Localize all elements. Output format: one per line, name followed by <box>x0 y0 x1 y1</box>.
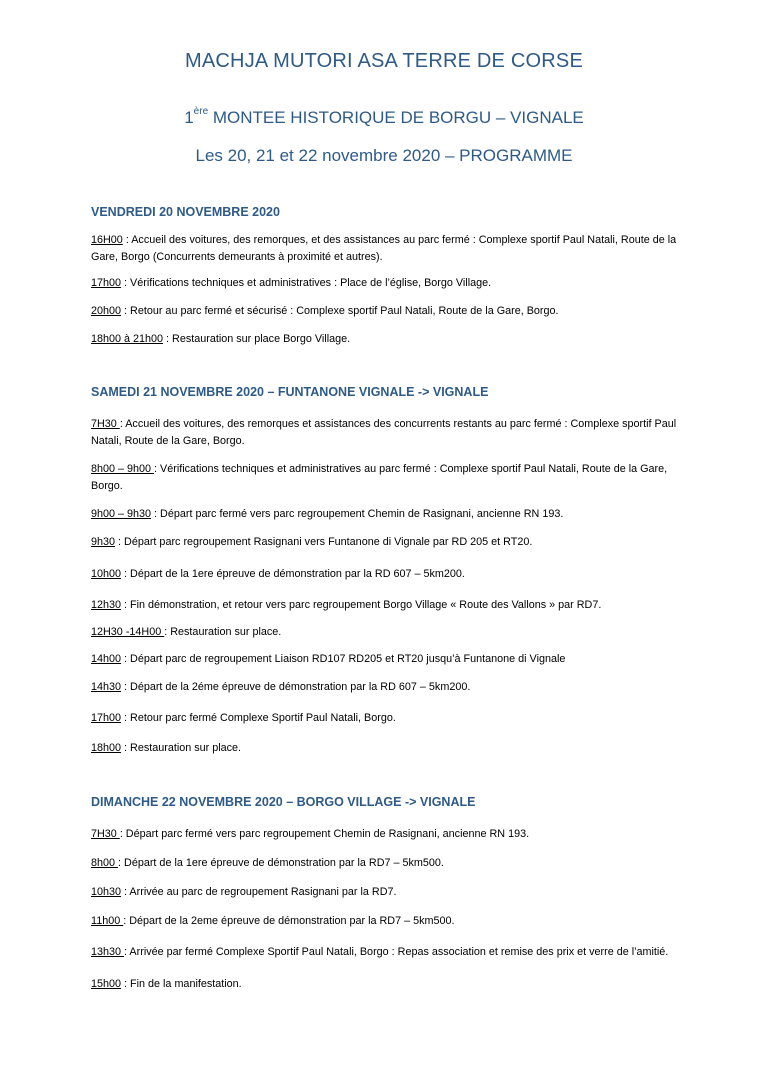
entry-time: 18h00 à 21h00 <box>91 333 164 345</box>
entry-text: : Accueil des voitures, des remorques et assistances des concurrents restants au parc fermé : Complexe sportif Paul Natali, Route de la Gare, Borgo. <box>91 418 677 447</box>
entry-time: 12H30 -14H00 <box>91 626 165 638</box>
schedule-entry <box>91 566 691 583</box>
entry-time: 17h00 <box>91 712 122 724</box>
schedule-entry <box>91 416 691 450</box>
schedule-entry <box>91 855 691 872</box>
schedule-entry <box>91 506 691 523</box>
section-heading-friday: VENDREDI 20 NOVEMBRE 2020 <box>91 205 280 219</box>
entry-time: 9h00 – 9h30 <box>91 508 152 520</box>
entry-text: : Départ de la 2éme épreuve de démonstration par la RD 607 – 5km200. <box>121 681 471 693</box>
schedule-entry <box>91 976 691 993</box>
entry-text: : Retour au parc fermé et sécurisé : Complexe sportif Paul Natali, Route de la Gare, Borgo. <box>121 305 559 317</box>
entry-text: : Fin démonstration, et retour vers parc regroupement Borgo Village « Route des Vallons » par RD7. <box>121 599 602 611</box>
event-dates: Les 20, 21 et 22 novembre 2020 – PROGRAMME <box>195 146 573 165</box>
entry-time: 10h00 <box>91 568 122 580</box>
schedule-entry <box>91 884 691 901</box>
entry-time: 18h00 <box>91 742 122 754</box>
entry-text: : Restauration sur place Borgo Village. <box>163 333 351 345</box>
schedule-entry <box>91 710 691 727</box>
entry-text: : Départ de la 1ere épreuve de démonstration par la RD7 – 5km500. <box>118 857 444 869</box>
entry-time: 12h30 <box>91 599 122 611</box>
entry-text: : Arrivée par fermé Complexe Sportif Paul Natali, Borgo : Repas association et remise des prix et verre de l’amitié. <box>124 946 669 958</box>
entry-time: 17h00 <box>91 277 122 289</box>
entry-time: 9h30 <box>91 536 116 548</box>
entry-time: 8h00 – 9h00 <box>91 463 155 475</box>
entry-time: 14h30 <box>91 681 122 693</box>
subtitle-ordinal-suffix: ère <box>193 106 209 117</box>
entry-time: 7H30 <box>91 418 120 430</box>
entry-text: : Vérifications techniques et administratives au parc fermé : Complexe sportif Paul Natali, Route de la Gare, Borgo. <box>91 463 668 492</box>
schedule-entry <box>91 740 691 757</box>
subtitle-text: MONTEE HISTORIQUE DE BORGU – VIGNALE <box>208 108 584 127</box>
schedule-entry <box>91 651 691 668</box>
event-subtitle <box>0 108 768 128</box>
schedule-entry <box>91 597 691 614</box>
entry-text: : Départ de la 2eme épreuve de démonstration par la RD7 – 5km500. <box>123 915 455 927</box>
document-title: MACHJA MUTORI ASA TERRE DE CORSE <box>185 50 583 72</box>
entry-text: : Restauration sur place. <box>164 626 282 638</box>
schedule-entry <box>91 534 691 551</box>
entry-text: : Départ parc fermé vers parc regroupement Chemin de Rasignani, ancienne RN 193. <box>119 828 530 840</box>
entry-text: : Restauration sur place. <box>121 742 242 754</box>
entry-text: : Retour parc fermé Complexe Sportif Paul Natali, Borgo. <box>121 712 396 724</box>
entry-time: 16H00 <box>91 234 123 246</box>
entry-text: : Accueil des voitures, des remorques, et des assistances au parc fermé : Complexe sportif Paul Natali, Route de la Gare, Borgo (Concurrents demeurants à proximité et autres). <box>91 234 677 263</box>
schedule-entry <box>91 303 691 320</box>
section-heading-sunday: DIMANCHE 22 NOVEMBRE 2020 – BORGO VILLAGE -> VIGNALE <box>91 795 476 809</box>
schedule-entry <box>91 232 691 266</box>
subtitle-ordinal: 1 <box>184 108 194 127</box>
entry-time: 20h00 <box>91 305 122 317</box>
entry-time: 13h30 <box>91 946 125 958</box>
entry-text: : Arrivée au parc de regroupement Rasignani par la RD7. <box>121 886 397 898</box>
schedule-entry <box>91 275 691 292</box>
entry-time: 11h00 <box>91 915 124 927</box>
entry-text: : Départ de la 1ere épreuve de démonstration par la RD 607 – 5km200. <box>121 568 465 580</box>
entry-text: : Départ parc regroupement Rasignani vers Funtanone di Vignale par RD 205 et RT20. <box>115 536 533 548</box>
section-heading-saturday: SAMEDI 21 NOVEMBRE 2020 – FUNTANONE VIGNALE -> VIGNALE <box>91 385 489 399</box>
schedule-entry <box>91 331 691 348</box>
schedule-entry <box>91 944 691 961</box>
entry-time: 14h00 <box>91 653 122 665</box>
schedule-entry <box>91 679 691 696</box>
entry-text: : Départ parc de regroupement Liaison RD107 RD205 et RT20 jusqu’à Funtanone di Vignale <box>121 653 566 665</box>
entry-time: 7H30 <box>91 828 120 840</box>
entry-text: : Fin de la manifestation. <box>121 978 242 990</box>
entry-text: : Départ parc fermé vers parc regroupement Chemin de Rasignani, ancienne RN 193. <box>151 508 564 520</box>
entry-time: 8h00 <box>91 857 119 869</box>
entry-time: 15h00 <box>91 978 122 990</box>
schedule-entry <box>91 624 691 641</box>
schedule-entry <box>91 913 691 930</box>
entry-time: 10h30 <box>91 886 122 898</box>
schedule-entry <box>91 461 691 495</box>
schedule-entry <box>91 826 691 843</box>
entry-text: : Vérifications techniques et administratives : Place de l’église, Borgo Village. <box>121 277 492 289</box>
